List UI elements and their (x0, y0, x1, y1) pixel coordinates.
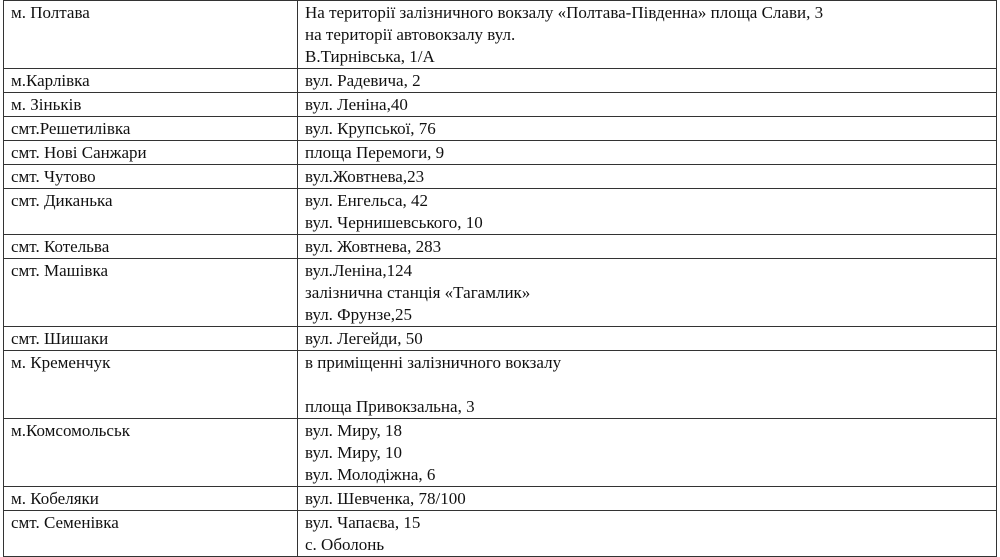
address-cell (298, 93, 997, 117)
address-table-body (4, 1, 997, 557)
address-cell (298, 351, 997, 419)
address-cell (298, 235, 997, 259)
address-line: вул. Фрунзе,25 (305, 305, 412, 324)
address-cell (298, 189, 997, 235)
address-cell (298, 327, 997, 351)
place-name: смт. Семенівка (11, 513, 119, 532)
place-name: м.Карлівка (11, 71, 90, 90)
place-cell (4, 235, 298, 259)
place-cell (4, 69, 298, 93)
address-table (3, 0, 997, 557)
address-line: вул. Жовтнева, 283 (305, 237, 442, 256)
address-line: вул. Шевченка, 78/100 (305, 489, 466, 508)
place-name: м.Комсомольськ (11, 421, 130, 440)
place-name: смт. Нові Санжари (11, 143, 147, 162)
place-name: смт. Чутово (11, 167, 96, 186)
address-line: площа Привокзальна, 3 (305, 397, 475, 416)
table-row (4, 117, 997, 141)
address-line: вул. Крупської, 76 (305, 119, 436, 138)
address-cell (298, 165, 997, 189)
address-line: с. Оболонь (305, 535, 385, 554)
place-cell (4, 487, 298, 511)
address-line: вул.Леніна,124 (305, 261, 413, 280)
address-line: вул. Миру, 18 (305, 421, 402, 440)
address-line: залізнична станція «Тагамлик» (305, 283, 531, 302)
place-name: м. Зіньків (11, 95, 82, 114)
place-name: смт. Машівка (11, 261, 109, 280)
table-row (4, 327, 997, 351)
address-line: вул. Легейди, 50 (305, 329, 423, 348)
table-row (4, 487, 997, 511)
place-cell (4, 259, 298, 327)
address-cell (298, 259, 997, 327)
place-name: смт. Котельва (11, 237, 110, 256)
address-cell (298, 117, 997, 141)
place-name: м. Кременчук (11, 353, 111, 372)
table-row (4, 141, 997, 165)
table-row (4, 351, 997, 419)
place-cell (4, 419, 298, 487)
place-name: смт.Решетилівка (11, 119, 131, 138)
address-line: вул. Радевича, 2 (305, 71, 421, 90)
address-cell (298, 1, 997, 69)
table-row (4, 259, 997, 327)
address-line: на території автовокзалу вул. (305, 25, 516, 44)
table-row (4, 511, 997, 557)
address-line: вул. Молодіжна, 6 (305, 465, 436, 484)
address-cell (298, 141, 997, 165)
address-line: В.Тирнівська, 1/А (305, 47, 435, 66)
address-line: в приміщенні залізничного вокзалу (305, 353, 562, 372)
place-cell (4, 117, 298, 141)
table-row (4, 189, 997, 235)
address-line: На території залізничного вокзалу «Полтава-Південна» площа Слави, 3 (305, 3, 824, 22)
place-name: смт. Диканька (11, 191, 113, 210)
address-line: вул. Енгельса, 42 (305, 191, 428, 210)
table-row (4, 93, 997, 117)
address-cell (298, 419, 997, 487)
table-row (4, 1, 997, 69)
address-line: площа Перемоги, 9 (305, 143, 445, 162)
address-line: вул. Миру, 10 (305, 443, 402, 462)
place-cell (4, 1, 298, 69)
table-row (4, 419, 997, 487)
place-cell (4, 351, 298, 419)
place-name: м. Полтава (11, 3, 90, 22)
place-name: смт. Шишаки (11, 329, 109, 348)
address-cell (298, 69, 997, 93)
place-cell (4, 327, 298, 351)
address-line: вул. Леніна,40 (305, 95, 408, 114)
blank-line (305, 374, 989, 396)
table-row (4, 165, 997, 189)
place-cell (4, 511, 298, 557)
table-row (4, 69, 997, 93)
place-cell (4, 165, 298, 189)
address-line: вул.Жовтнева,23 (305, 167, 425, 186)
table-row (4, 235, 997, 259)
address-cell (298, 511, 997, 557)
address-cell (298, 487, 997, 511)
place-name: м. Кобеляки (11, 489, 99, 508)
place-cell (4, 93, 298, 117)
address-line: вул. Чапаєва, 15 (305, 513, 421, 532)
address-line: вул. Чернишевського, 10 (305, 213, 483, 232)
place-cell (4, 189, 298, 235)
place-cell (4, 141, 298, 165)
